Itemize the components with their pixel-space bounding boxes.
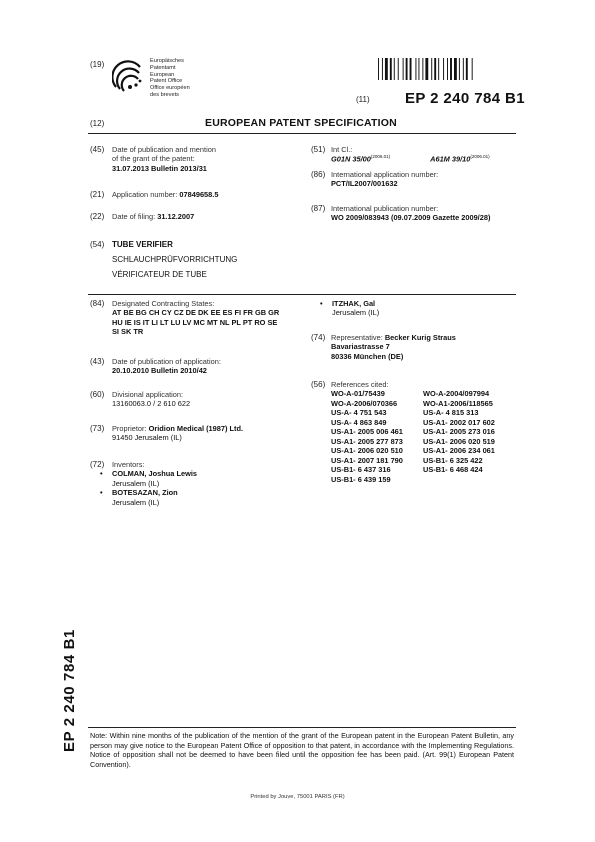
inid-43: (43) bbox=[90, 357, 105, 366]
representative-city: 80336 München (DE) bbox=[331, 351, 404, 361]
int-class-label: Int Cl.: bbox=[331, 145, 353, 154]
designated-states-line-2: HU IE IS IT LI LT LU LV MC MT NL PL PT RO SE bbox=[112, 317, 278, 327]
reference: US-A1- 2006 020 510 bbox=[331, 446, 403, 456]
inventor-name: ITZHAK, Gal bbox=[332, 299, 376, 308]
publication-number: EP 2 240 784 B1 bbox=[405, 90, 525, 107]
reference: WO-A-2004/097994 bbox=[423, 389, 490, 399]
reference: US-B1- 6 325 422 bbox=[423, 455, 483, 465]
grant-date-field bbox=[112, 145, 216, 173]
intl-publication-field bbox=[331, 204, 490, 223]
int-class-1: G01N 35/00 bbox=[331, 154, 371, 164]
barcode-bar bbox=[434, 58, 436, 80]
intl-application-label: International application number: bbox=[331, 170, 439, 179]
divisional-value: 13160063.0 / 2 610 622 bbox=[112, 399, 191, 409]
barcode-bar bbox=[422, 58, 423, 80]
inid-84: (84) bbox=[90, 299, 105, 308]
inid-51: (51) bbox=[311, 145, 326, 154]
inid-11: (11) bbox=[356, 95, 370, 104]
application-publication-value: 20.10.2010 Bulletin 2010/42 bbox=[112, 366, 207, 376]
filing-date-field bbox=[112, 212, 194, 221]
inventor-bullet: • bbox=[320, 299, 323, 308]
barcode-bar bbox=[450, 58, 452, 80]
inventor-row bbox=[100, 488, 197, 507]
barcode-bar bbox=[431, 58, 432, 80]
reference: US-A1- 2005 277 873 bbox=[331, 436, 403, 446]
barcode-bar bbox=[398, 58, 399, 80]
inid-12: (12) bbox=[90, 119, 105, 128]
document-title: EUROPEAN PATENT SPECIFICATION bbox=[205, 117, 397, 129]
office-line-5: Office européen bbox=[150, 85, 190, 92]
representative-label: Representative: bbox=[331, 333, 383, 342]
references-list bbox=[331, 389, 515, 484]
application-publication-label: Date of publication of application: bbox=[112, 357, 221, 366]
barcode-bar bbox=[463, 58, 464, 80]
representative-field bbox=[331, 333, 456, 361]
inid-73: (73) bbox=[90, 424, 105, 433]
barcode-bar bbox=[418, 58, 419, 80]
barcode-bar bbox=[459, 58, 460, 80]
int-class-1-date: (2006.01) bbox=[370, 154, 391, 160]
barcode-icon bbox=[378, 58, 515, 80]
application-number-label: Application number: bbox=[112, 190, 178, 199]
title-de: SCHLAUCHPRÜFVORRICHTUNG bbox=[112, 255, 238, 265]
designated-states-label: Designated Contracting States: bbox=[112, 299, 215, 308]
reference: US-A- 4 751 543 bbox=[331, 408, 387, 418]
reference: US-B1- 6 468 424 bbox=[423, 465, 483, 475]
inventors-label: Inventors: bbox=[112, 460, 145, 469]
references-label: References cited: bbox=[331, 380, 389, 389]
barcode-bar bbox=[447, 58, 448, 80]
inventor-bullet: • bbox=[100, 488, 103, 498]
grant-date-value: 31.07.2013 Bulletin 2013/31 bbox=[112, 163, 207, 173]
office-line-3: European bbox=[150, 71, 175, 78]
inventors-field bbox=[100, 460, 197, 507]
title-fr: VÉRIFICATEUR DE TUBE bbox=[112, 270, 207, 280]
reference: US-A- 4 863 849 bbox=[331, 417, 387, 427]
application-publication-field bbox=[112, 357, 221, 376]
barcode-bar bbox=[438, 58, 439, 80]
inid-86: (86) bbox=[311, 170, 326, 179]
header-rule bbox=[88, 133, 516, 134]
filing-date-label: Date of filing: bbox=[112, 212, 156, 221]
reference: US-A- 4 815 313 bbox=[423, 408, 479, 418]
inventor-place: Jerusalem (IL) bbox=[112, 478, 160, 488]
inid-60: (60) bbox=[90, 390, 105, 399]
reference: WO-A-01/75439 bbox=[331, 389, 385, 399]
inventor-bullet: • bbox=[100, 469, 103, 479]
printer-footer: Printed by Jouve, 75001 PARIS (FR) bbox=[250, 794, 345, 800]
grant-label-1: Date of publication and mention bbox=[112, 145, 216, 154]
int-class-field bbox=[331, 145, 490, 164]
reference: WO-A1-2006/118565 bbox=[423, 398, 493, 408]
office-line-4: Patent Office bbox=[150, 78, 183, 85]
inventor-name: COLMAN, Joshua Lewis bbox=[112, 469, 198, 479]
office-line-2: Patentamt bbox=[150, 64, 176, 71]
inid-19: (19) bbox=[90, 60, 105, 69]
side-publication-number: EP 2 240 784 B1 bbox=[61, 629, 78, 752]
office-name bbox=[150, 58, 190, 99]
designated-states-line-3: SI SK TR bbox=[112, 327, 144, 337]
barcode-bar bbox=[415, 58, 416, 80]
barcode-bar bbox=[382, 58, 383, 80]
intl-application-field bbox=[331, 170, 438, 189]
proprietor-label: Proprietor: bbox=[112, 424, 147, 433]
inventor-place: Jerusalem (IL) bbox=[332, 308, 380, 318]
reference: US-B1- 6 439 159 bbox=[331, 474, 391, 484]
references-field bbox=[331, 380, 515, 484]
proprietor-name: Oridion Medical (1987) Ltd. bbox=[148, 424, 244, 433]
inid-74: (74) bbox=[311, 333, 326, 342]
title-en: TUBE VERIFIER bbox=[112, 240, 173, 249]
barcode-bar bbox=[394, 58, 395, 80]
invention-titles bbox=[112, 240, 237, 286]
inid-72: (72) bbox=[90, 460, 105, 469]
barcode-bar bbox=[443, 58, 444, 80]
barcode-bar bbox=[406, 58, 408, 80]
inid-45: (45) bbox=[90, 145, 105, 154]
intl-publication-value: WO 2009/083943 (09.07.2009 Gazette 2009/28) bbox=[331, 213, 491, 223]
designated-states-line-1: AT BE BG CH CY CZ DE DK EE ES FI FR GB GR bbox=[112, 308, 280, 318]
inventor-row bbox=[100, 469, 197, 488]
reference: US-A1- 2007 181 790 bbox=[331, 455, 403, 465]
reference: US-A1- 2006 020 519 bbox=[423, 436, 495, 446]
inid-21: (21) bbox=[90, 190, 105, 199]
int-class-2: A61M 39/10 bbox=[430, 154, 471, 164]
barcode-bar bbox=[390, 58, 392, 80]
inventor-continued bbox=[320, 299, 379, 318]
barcode-bar bbox=[425, 58, 428, 80]
proprietor-address: 91450 Jerusalem (IL) bbox=[112, 433, 182, 443]
int-class-2-date: (2006.01) bbox=[470, 154, 490, 160]
representative-name: Becker Kurig Straus bbox=[384, 333, 456, 342]
office-line-1: Europäisches bbox=[150, 58, 184, 64]
inid-87: (87) bbox=[311, 204, 326, 213]
reference: US-A1- 2005 273 016 bbox=[423, 427, 495, 437]
application-number-field bbox=[112, 190, 218, 199]
reference bbox=[423, 475, 515, 484]
barcode-bar bbox=[466, 58, 468, 80]
proprietor-field bbox=[112, 424, 243, 443]
divisional-label: Divisional application: bbox=[112, 390, 184, 399]
inventor-name: BOTESAZAN, Zion bbox=[112, 488, 178, 498]
application-number-value: 07849658.5 bbox=[179, 190, 219, 199]
divisional-field bbox=[112, 390, 190, 409]
barcode-bar bbox=[403, 58, 404, 80]
barcode-bar bbox=[472, 58, 473, 80]
note-rule bbox=[88, 727, 516, 728]
epo-logo-icon bbox=[112, 57, 148, 101]
reference: US-A1- 2005 006 461 bbox=[331, 427, 403, 437]
designated-states-field bbox=[112, 299, 279, 337]
barcode-bar bbox=[410, 58, 412, 80]
inventor-place: Jerusalem (IL) bbox=[112, 497, 160, 507]
intl-application-value: PCT/IL2007/001632 bbox=[331, 179, 398, 189]
filing-date-value: 31.12.2007 bbox=[157, 212, 195, 221]
representative-street: Bavariastrasse 7 bbox=[331, 342, 390, 352]
inid-22: (22) bbox=[90, 212, 105, 221]
inid-54: (54) bbox=[90, 240, 105, 249]
reference: WO-A-2006/070366 bbox=[331, 398, 398, 408]
grant-label-2: of the grant of the patent: bbox=[112, 154, 195, 164]
barcode-bar bbox=[385, 58, 388, 80]
reference: US-A1- 2006 234 061 bbox=[423, 446, 495, 456]
reference: US-A1- 2002 017 602 bbox=[423, 417, 495, 427]
barcode-bar bbox=[454, 58, 457, 80]
mid-rule bbox=[88, 294, 516, 295]
office-line-6: des brevets bbox=[150, 92, 179, 99]
opposition-note: Note: Within nine months of the publication of the mention of the grant of the European patent in the European Patent Bulletin, any person may give notice to the European Patent Office of opposition to that patent, in accordance with the Implementing Regulations. Notice of opposition shall not be deemed to have been filed until the opposition fee has been paid. (Art. 99(1) European Patent Convention). bbox=[90, 731, 514, 770]
barcode-bar bbox=[378, 58, 379, 80]
inid-56: (56) bbox=[311, 380, 326, 389]
intl-publication-label: International publication number: bbox=[331, 204, 439, 213]
reference: US-B1- 6 437 316 bbox=[331, 465, 391, 475]
